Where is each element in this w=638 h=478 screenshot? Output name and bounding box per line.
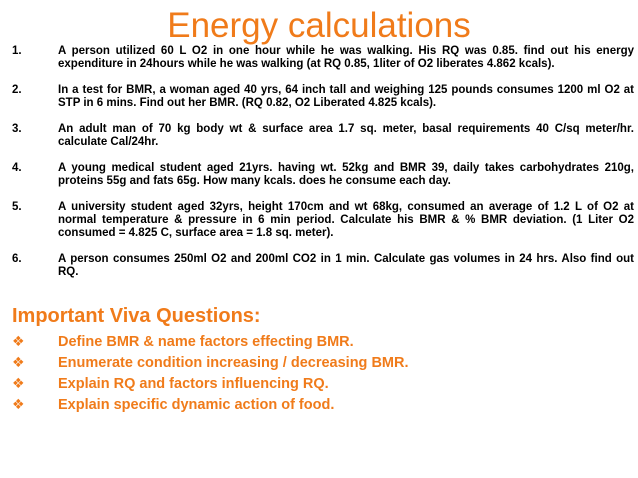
problem-text: An adult man of 70 kg body wt & surface area 1.7 sq. meter, basal requirements 40 C/sq meter/hr. calculate Cal/24hr.	[58, 123, 634, 148]
list-item	[12, 395, 612, 415]
viva-question: Explain specific dynamic action of food.	[58, 397, 335, 413]
page-title: Energy calculations	[167, 6, 471, 45]
viva-question: Explain RQ and factors influencing RQ.	[58, 376, 329, 392]
problem-text: A person utilized 60 L O2 in one hour while he was walking. His RQ was 0.85. find out his energy expenditure in 24hours while he was walking (at RQ 0.85, 1liter of O2 liberates 4.862 kcals).	[58, 45, 634, 70]
viva-heading: Important Viva Questions:	[12, 305, 261, 327]
diamond-star-bullet-icon: ❖	[12, 355, 25, 371]
problem-text: A person consumes 250ml O2 and 200ml CO2 in 1 min. Calculate gas volumes in 24 hrs. Also find out RQ.	[58, 253, 634, 278]
list-item	[12, 123, 634, 149]
problem-number: 1.	[12, 45, 22, 57]
viva-question: Define BMR & name factors effecting BMR.	[58, 334, 354, 350]
viva-question-list	[12, 332, 612, 416]
problem-number: 2.	[12, 84, 22, 96]
list-item	[12, 162, 634, 188]
list-item	[12, 353, 612, 373]
list-item	[12, 253, 634, 279]
list-item	[12, 374, 612, 394]
problem-text: A young medical student aged 21yrs. having wt. 52kg and BMR 39, daily takes carbohydrates 210g, proteins 55g and fats 65g. How many kcals. does he consume each day.	[58, 162, 634, 187]
diamond-star-bullet-icon: ❖	[12, 376, 25, 392]
list-item	[12, 332, 612, 352]
list-item	[12, 201, 634, 240]
problem-number: 3.	[12, 123, 22, 135]
problem-text: A university student aged 32yrs, height 170cm and wt 68kg, consumed an average of 1.2 L of O2 at normal temperature & pressure in 6 min period. Calculate his BMR & % BMR deviation. (1 Liter O2 consumed = 4.825 C, surface area = 1.8 sq. meter).	[58, 201, 634, 239]
problem-number: 6.	[12, 253, 22, 265]
problem-list	[12, 45, 634, 292]
problem-text: In a test for BMR, a woman aged 40 yrs, 64 inch tall and weighing 125 pounds consumes 1200 ml O2 at STP in 6 mins. Find out her BMR. (RQ 0.82, O2 Liberated 4.825 kcals).	[58, 84, 634, 109]
list-item	[12, 84, 634, 110]
viva-question: Enumerate condition increasing / decreasing BMR.	[58, 355, 409, 371]
list-item	[12, 45, 634, 71]
problem-number: 5.	[12, 201, 22, 213]
diamond-star-bullet-icon: ❖	[12, 334, 25, 350]
diamond-star-bullet-icon: ❖	[12, 397, 25, 413]
problem-number: 4.	[12, 162, 22, 174]
